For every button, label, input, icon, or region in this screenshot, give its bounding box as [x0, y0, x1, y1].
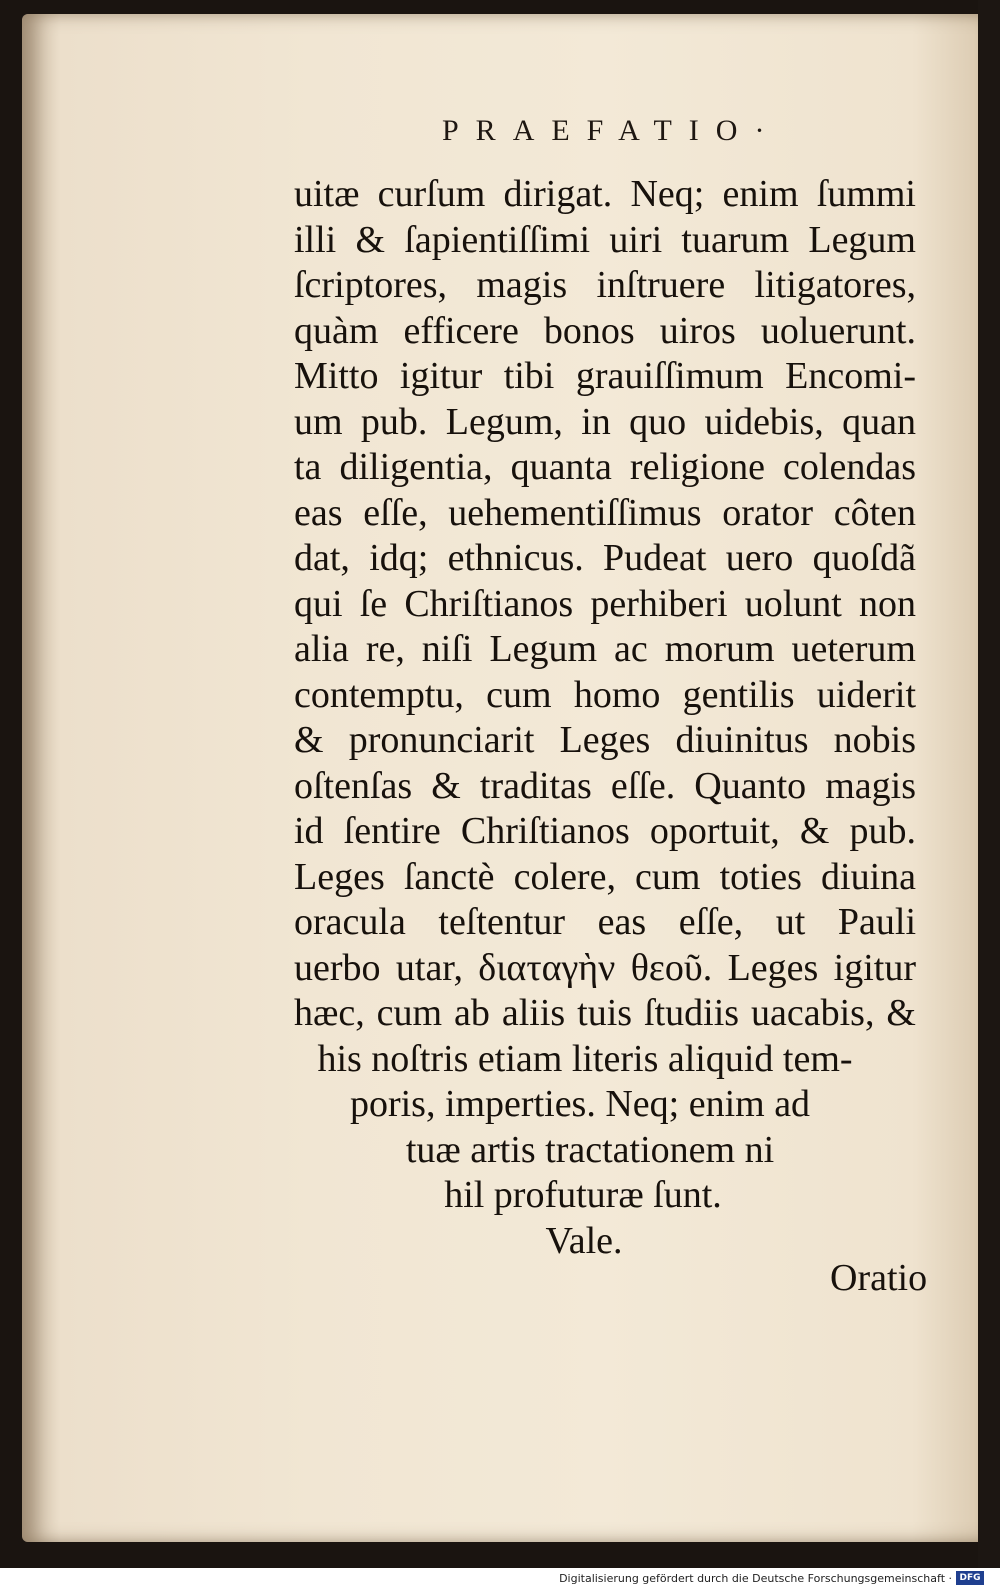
catchword: Oratio: [830, 1257, 928, 1299]
text-line: Leges ſanctè colere, cum toties diuina: [294, 855, 916, 898]
text-line: dat, idq; ethnicus. Pudeat uero quoſdã: [294, 537, 916, 579]
text-line: tuæ artis tractationem ni: [405, 1128, 775, 1171]
text-line: hil profuturæ ſunt.: [444, 1174, 722, 1216]
text-line: & pronunciarit Leges diuinitus nobis: [294, 719, 916, 761]
dfg-logo: DFG: [956, 1571, 984, 1585]
running-head: PRAEFATIO·: [442, 114, 782, 147]
text-line: uerbo utar, διαταγὴν θεοῦ. Leges igitur: [294, 946, 916, 989]
text-line: poris, imperties. Neq; enim ad: [349, 1083, 811, 1125]
text-line: ſcriptores, magis inſtruere litigatores,: [294, 264, 916, 306]
text-line: his noſtris etiam literis aliquid tem-: [317, 1037, 853, 1080]
text-line: hæc, cum ab aliis tuis ſtudiis uacabis, &: [294, 992, 916, 1034]
text-line: Mitto igitur tibi grauiſſimum Encomi-: [294, 355, 916, 397]
text-line: id ſentire Chriſtianos oportuit, & pub.: [294, 810, 916, 852]
text-line: oracula teſtentur eas eſſe, ut Pauli: [294, 901, 916, 943]
text-line: uitæ curſum dirigat. Neq; enim ſummi: [294, 173, 916, 215]
book-page: [22, 14, 990, 1542]
text-line: illi & ſapientiſſimi uiri tuarum Legum: [294, 218, 916, 261]
text-line: qui ſe Chriſtianos perhiberi uolunt non: [294, 582, 916, 625]
text-line: Vale.: [545, 1219, 623, 1262]
text-line: alia re, niſi Legum ac morum ueterum: [294, 628, 916, 670]
text-line: contemptu, cum homo gentilis uiderit: [294, 673, 916, 716]
scan-edge: [978, 0, 1000, 1568]
footer-credit: Digitalisierung gefördert durch die Deutsche Forschungsgemeinschaft ·: [559, 1572, 952, 1585]
text-line: eas eſſe, uehementiſſimus orator côten: [294, 491, 916, 534]
text-line: quàm efficere bonos uiros uoluerunt.: [294, 309, 916, 352]
text-line: ta diligentia, quanta religione colendas: [294, 446, 916, 488]
text-line: oſtenſas & traditas eſſe. Quanto magis: [294, 764, 916, 807]
text-line: um pub. Legum, in quo uidebis, quan: [294, 400, 916, 443]
